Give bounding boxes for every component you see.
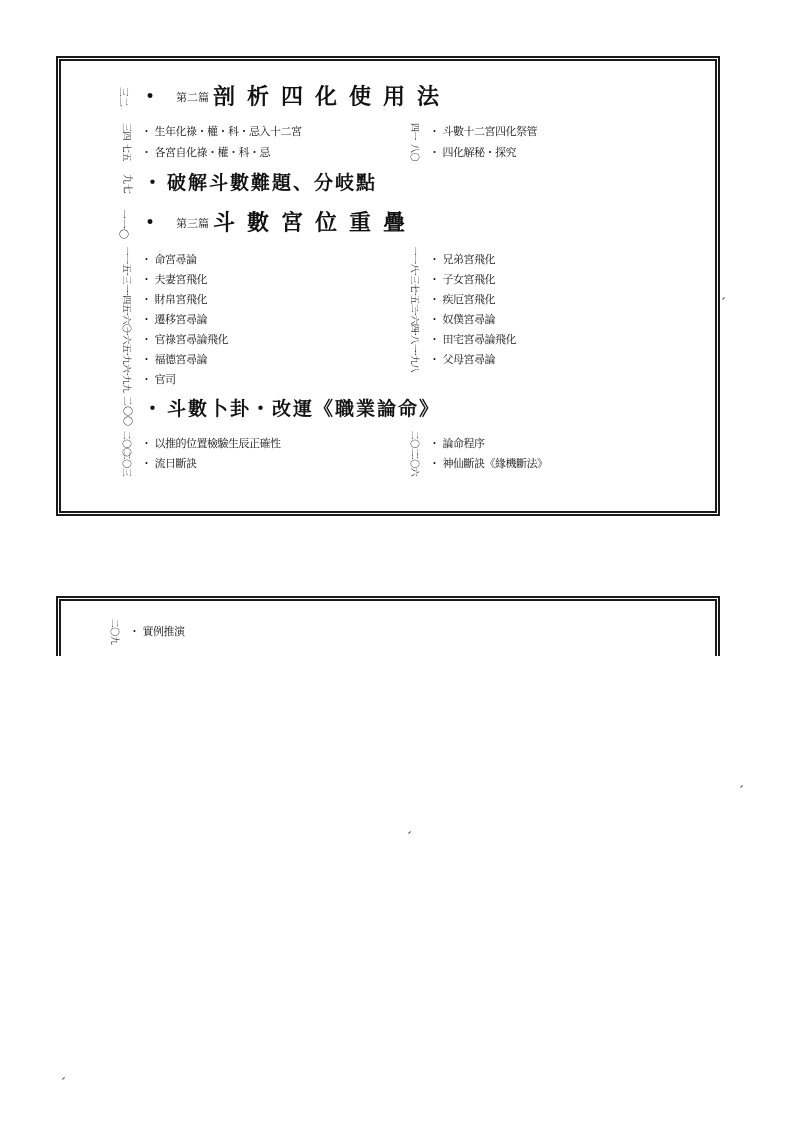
page-number: 二〇〇 [121, 395, 132, 426]
section3-heading: 一一〇 ・ 第三篇 斗數宮位重疊 [117, 209, 418, 239]
section-title: 斗數卜卦・改運《職業論命》 [167, 398, 441, 420]
toc-entry: 二〇三 ・ 流日斷訣 [120, 450, 197, 477]
section2-heading: 三二 ・ 第二篇 剖析四化使用法 [117, 84, 452, 110]
section-prefix: 第二篇 [176, 90, 210, 104]
toc-entry: 三四 ・ 生年化祿・權・科・忌入十二宮 [120, 122, 302, 140]
section4-heading: 二〇〇 ・ 斗數卜卦・改運《職業論命》 [121, 395, 441, 426]
toc-entry: 一一八 ・ 兄弟宮飛化 [408, 246, 495, 273]
toc-entry: 一九六 ・ 福德宮尋論 [120, 346, 207, 373]
toc-entry: 一六四 ・ 奴僕宮尋論 [408, 306, 495, 333]
toc-entry: 二〇〇 ・ 以推的位置檢驗生辰正確性 [120, 430, 281, 457]
scan-speck [408, 831, 411, 834]
toc-entry: 一六五 ・ 官祿宮尋論飛化 [120, 326, 228, 353]
scan-speck [722, 297, 725, 300]
toc-entry: 七五 ・ 各宮自化祿・權・科・忌 [120, 143, 270, 161]
toc-entry: 一九九 ・ 官司 [120, 366, 176, 393]
scan-speck [62, 1077, 65, 1080]
page-number: 三二 [117, 87, 128, 107]
toc-entry: 一三七 ・ 子女宮飛化 [408, 266, 495, 293]
toc-entry: 二〇二 ・ 論命程序 [408, 430, 485, 457]
toc-entry: 一九八 ・ 父母宮尋論 [408, 346, 495, 373]
toc-entry: 一三一 ・ 夫妻宮飛化 [120, 266, 207, 293]
section-prefix: 第三篇 [176, 216, 210, 230]
toc-entry: 一五二 ・ 疾厄宮飛化 [408, 286, 495, 313]
scan-speck [740, 785, 743, 788]
section-title: 剖析四化使用法 [213, 84, 452, 110]
toc-entry: 一六〇 ・ 遷移宮尋論 [120, 306, 207, 333]
toc-entry: 一八一 ・ 田宅宮尋論飛化 [408, 326, 516, 353]
page-number: 一一〇 [117, 209, 128, 239]
toc-entry: 一四五 ・ 財帛宮飛化 [120, 286, 207, 313]
toc-entry: 一一五 ・ 命宮尋論 [120, 246, 197, 273]
toc-entry: 四一 ・ 斗數十二宮四化祭管 [408, 122, 537, 140]
subsection-heading: 九七 ・ 破解斗數難題、分岐點 [121, 172, 378, 194]
toc-entry: 二〇九 ・ 實例推演 [108, 618, 185, 645]
toc-entry: 二〇六 ・ 神仙斷訣《緣機斷法》 [408, 450, 548, 477]
toc-entry: 八〇 ・ 四化解秘・探究 [408, 143, 516, 161]
section-title: 斗數宮位重疊 [213, 210, 418, 236]
